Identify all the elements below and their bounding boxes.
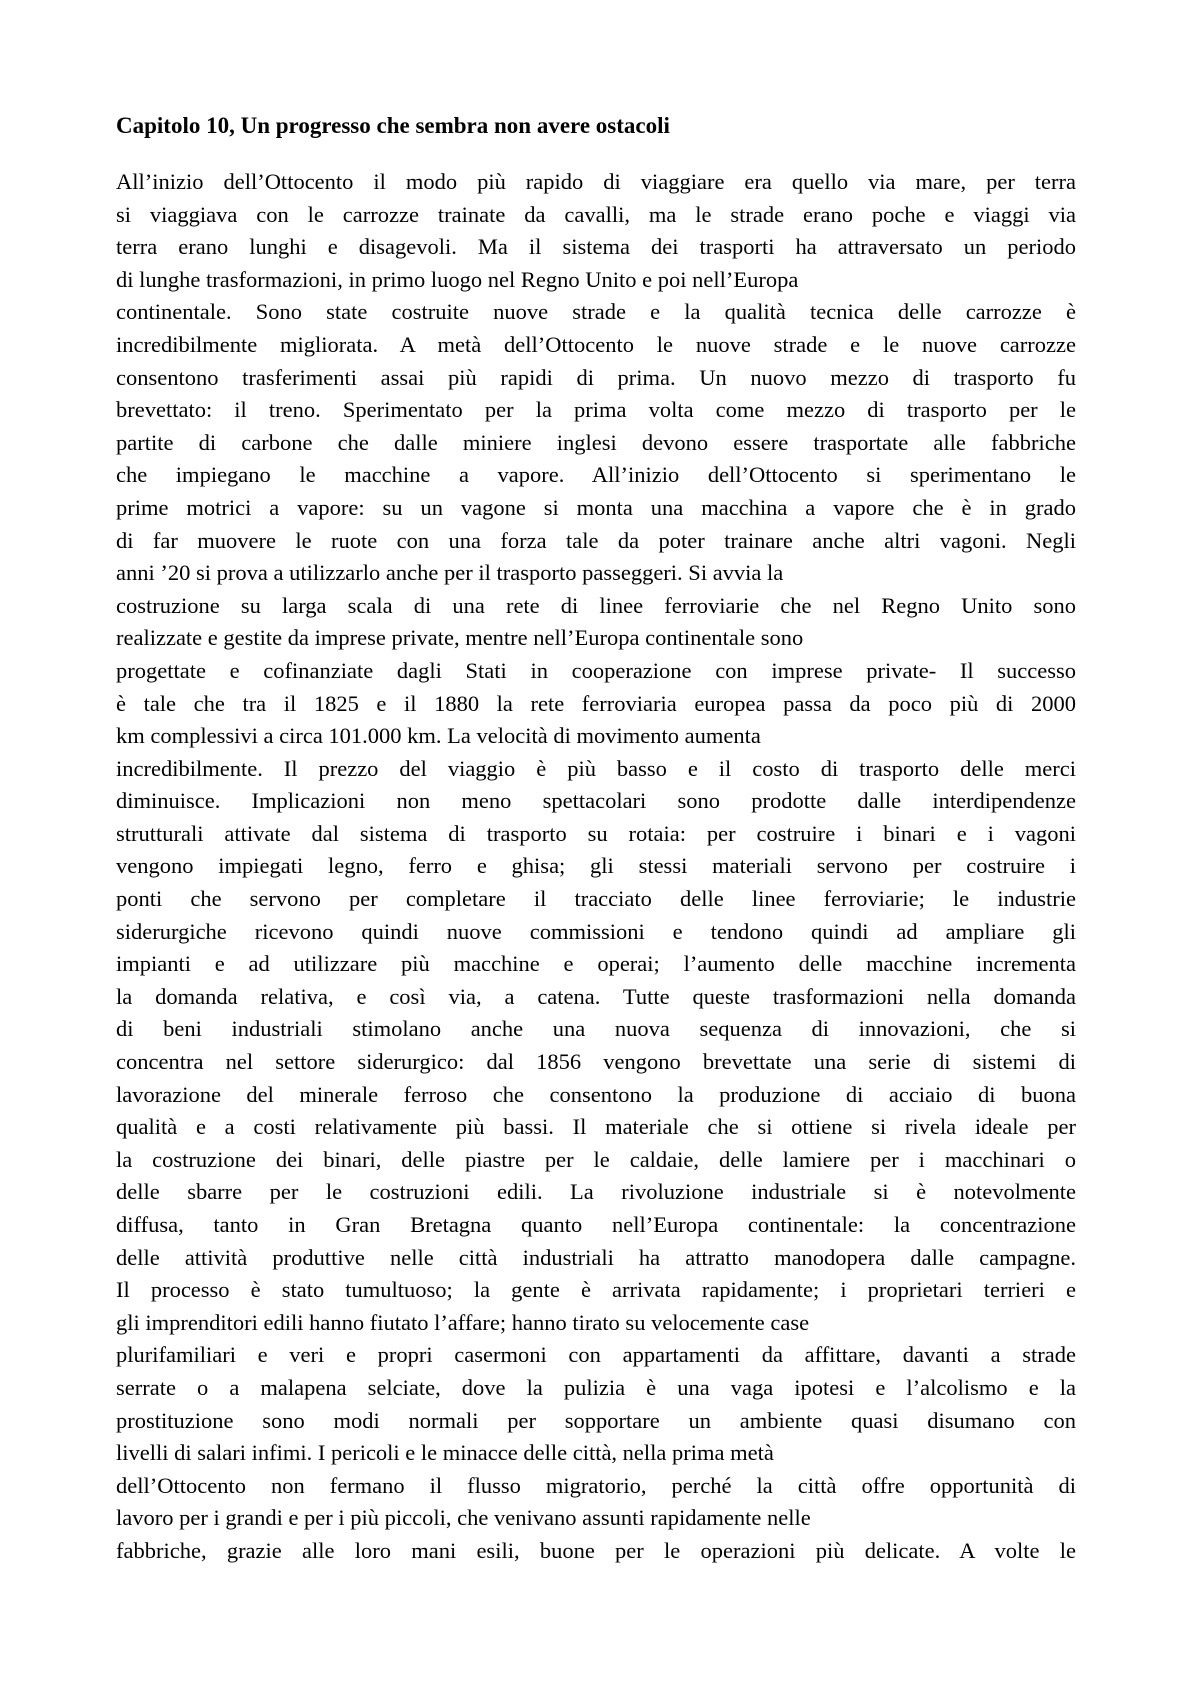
body-line: serrate o a malapena selciate, dove la pulizia è una vaga ipotesi e l’alcolismo e la: [116, 1374, 1076, 1400]
body-line: la domanda relativa, e così via, a catena. Tutte queste trasformazioni nella domanda: [116, 983, 1076, 1009]
body-line: concentra nel settore siderurgico: dal 1856 vengono brevettate una serie di sistemi di: [116, 1049, 1076, 1075]
body-line: continentale. Sono state costruite nuove strade e la qualità tecnica delle carrozze è: [116, 299, 1076, 325]
body-line: ponti che servono per completare il tracciato delle linee ferroviarie; le industrie: [116, 886, 1076, 912]
body-line: lavorazione del minerale ferroso che consentono la produzione di acciaio di buona: [116, 1081, 1076, 1107]
document-page: [116, 110, 1076, 1568]
body-line: impianti e ad utilizzare più macchine e operai; l’aumento delle macchine incrementa: [116, 951, 1076, 977]
body-line: di beni industriali stimolano anche una nuova sequenza di innovazioni, che si: [116, 1016, 1076, 1042]
body-line: livelli di salari infimi. I pericoli e le minacce delle città, nella prima metà: [116, 1440, 774, 1466]
body-line: strutturali attivate dal sistema di trasporto su rotaia: per costruire i binari e i vagoni: [116, 820, 1076, 846]
body-line: si viaggiava con le carrozze trainate da cavalli, ma le strade erano poche e viaggi via: [116, 201, 1076, 227]
body-line: incredibilmente migliorata. A metà dell’Ottocento le nuove strade e le nuove carrozze: [116, 331, 1076, 357]
body-line: dell’Ottocento non fermano il flusso migratorio, perché la città offre opportunità di: [116, 1472, 1076, 1498]
body-line: lavoro per i grandi e per i più piccoli, che venivano assunti rapidamente nelle: [116, 1505, 811, 1531]
body-line: fabbriche, grazie alle loro mani esili, buone per le operazioni più delicate. A volte le: [116, 1537, 1076, 1563]
body-line: di lunghe trasformazioni, in primo luogo nel Regno Unito e poi nell’Europa: [116, 266, 799, 292]
body-line: gli imprenditori edili hanno fiutato l’affare; hanno tirato su velocemente case: [116, 1309, 810, 1335]
body-line: che impiegano le macchine a vapore. All’inizio dell’Ottocento si sperimentano le: [116, 462, 1076, 488]
body-text: [116, 166, 1076, 1568]
body-line: qualità e a costi relativamente più bassi. Il materiale che si ottiene si rivela ideale per: [116, 1114, 1076, 1140]
body-line: siderurgiche ricevono quindi nuove commissioni e tendono quindi ad ampliare gli: [116, 918, 1076, 944]
body-line: la costruzione dei binari, delle piastre per le caldaie, delle lamiere per i macchinari o: [116, 1146, 1076, 1172]
body-line: partite di carbone che dalle miniere inglesi devono essere trasportate alle fabbriche: [116, 429, 1076, 455]
body-line: prime motrici a vapore: su un vagone si monta una macchina a vapore che è in grado: [116, 494, 1076, 520]
body-line: diffusa, tanto in Gran Bretagna quanto nell’Europa continentale: la concentrazione: [116, 1212, 1076, 1237]
body-line: terra erano lunghi e disagevoli. Ma il sistema dei trasporti ha attraversato un periodo: [116, 234, 1076, 260]
body-line: plurifamiliari e veri e propri casermoni con appartamenti da affittare, davanti a strade: [116, 1342, 1076, 1368]
body-line: costruzione su larga scala di una rete di linee ferroviarie che nel Regno Unito sono: [116, 592, 1076, 618]
body-line: consentono trasferimenti assai più rapidi di prima. Un nuovo mezzo di trasporto fu: [116, 364, 1076, 390]
body-line: delle attività produttive nelle città industriali ha attratto manodopera dalle campagne.: [116, 1244, 1076, 1270]
body-line: di far muovere le ruote con una forza tale da poter trainare anche altri vagoni. Negli: [116, 527, 1076, 553]
body-line: brevettato: il treno. Sperimentato per la prima volta come mezzo di trasporto per le: [116, 397, 1076, 423]
body-line: anni ’20 si prova a utilizzarlo anche per il trasporto passeggeri. Si avvia la: [116, 560, 784, 586]
body-line: è tale che tra il 1825 e il 1880 la rete ferroviaria europea passa da poco più di 2000: [116, 690, 1076, 716]
body-line: delle sbarre per le costruzioni edili. La rivoluzione industriale si è notevolmente: [116, 1179, 1076, 1205]
body-line: Il processo è stato tumultuoso; la gente è arrivata rapidamente; i proprietari terrieri e: [116, 1277, 1076, 1303]
body-line: All’inizio dell’Ottocento il modo più rapido di viaggiare era quello via mare, per terra: [116, 169, 1076, 194]
body-line: vengono impiegati legno, ferro e ghisa; gli stessi materiali servono per costruire i: [116, 853, 1076, 879]
body-line: incredibilmente. Il prezzo del viaggio è più basso e il costo di trasporto delle merci: [116, 755, 1076, 781]
body-line: prostituzione sono modi normali per sopportare un ambiente quasi disumano con: [116, 1407, 1076, 1433]
body-line: progettate e cofinanziate dagli Stati in cooperazione con imprese private- Il successo: [116, 657, 1076, 683]
body-line: diminuisce. Implicazioni non meno spettacolari sono prodotte dalle interdipendenze: [116, 788, 1076, 814]
body-line: realizzate e gestite da imprese private, mentre nell’Europa continentale sono: [116, 625, 804, 651]
chapter-title: Capitolo 10, Un progresso che sembra non avere ostacoli: [116, 113, 670, 138]
body-line: km complessivi a circa 101.000 km. La velocità di movimento aumenta: [116, 723, 761, 749]
